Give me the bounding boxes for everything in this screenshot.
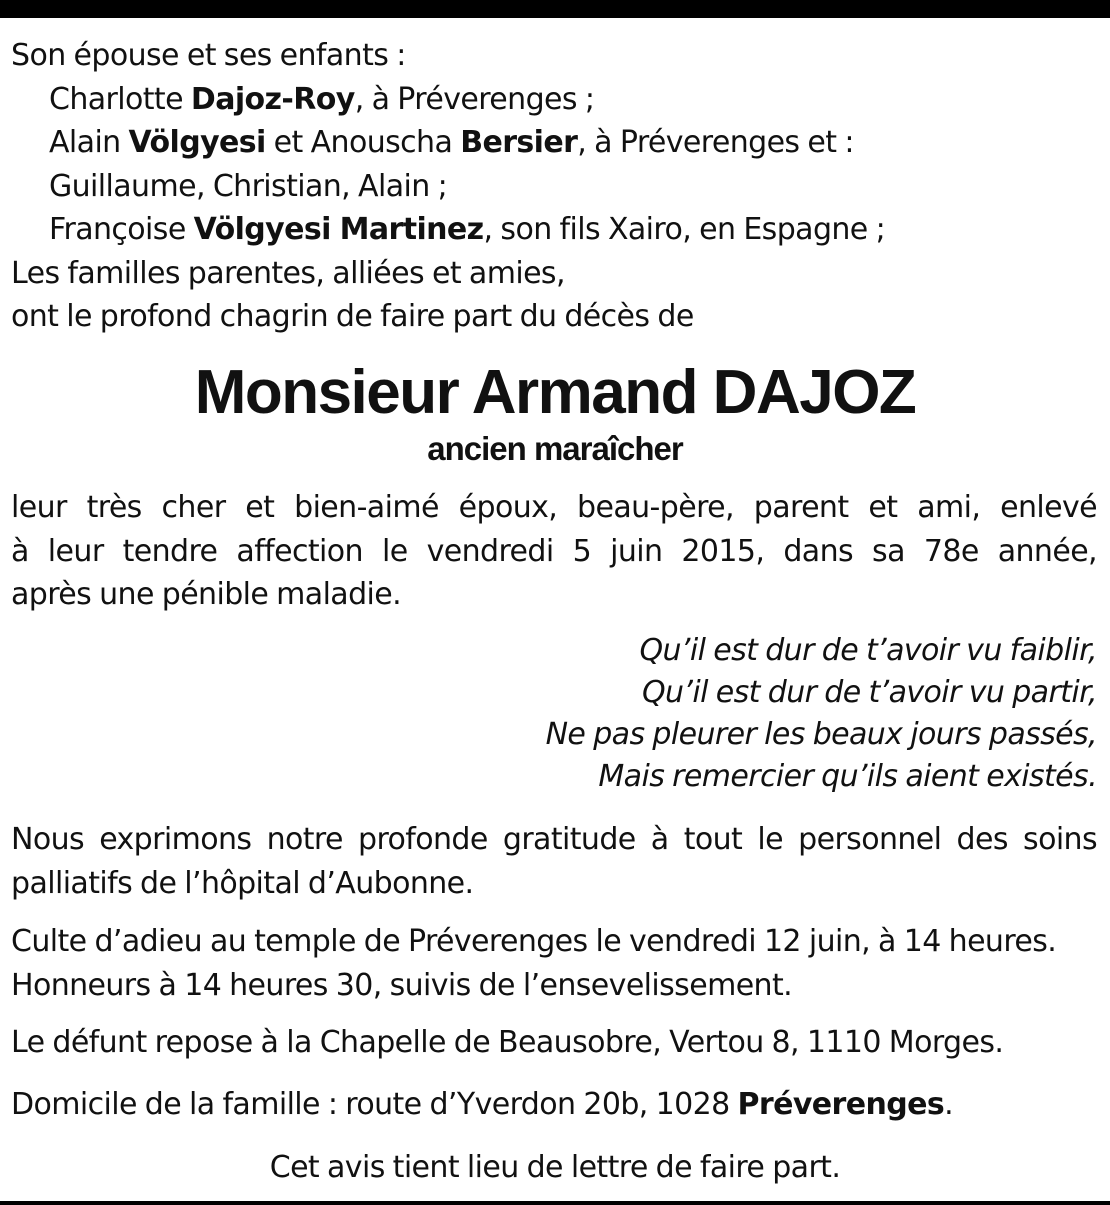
gratitude-line: palliatifs de l’hôpital d’Aubonne.: [11, 865, 474, 901]
domicile-line: [11, 1083, 1097, 1127]
ceremony-line: Culte d’adieu au temple de Préverenges le vendredi 12 juin, à 14 heures.: [11, 924, 1057, 959]
domicile-period: .: [944, 1087, 954, 1122]
rest-place-paragraph: [11, 1021, 1097, 1065]
family-member-charlotte: [11, 78, 1097, 122]
bottom-border-rule: [0, 1201, 1110, 1205]
deceased-occupation: ancien maraîcher: [427, 430, 683, 467]
surname: Völgyesi: [128, 125, 266, 160]
deceased-name: Monsieur Armand DAJOZ: [194, 358, 916, 427]
family-member-alain: [11, 121, 1097, 165]
partner-surname: Bersier: [460, 125, 578, 160]
grandchildren: Guillaume, Christian, Alain ;: [49, 168, 448, 204]
description-line: après une pénible maladie.: [11, 577, 402, 612]
domicile-address: Domicile de la famille : route d’Yverdon 20b, 1028: [11, 1087, 738, 1122]
partner-name: et Anouscha: [265, 125, 461, 160]
intro-heading: Son épouse et ses enfants :: [11, 38, 406, 73]
closing-note: Cet avis tient lieu de lettre de faire part.: [269, 1150, 841, 1185]
location: , à Préverenges ;: [354, 81, 595, 117]
domicile-town: Préverenges: [737, 1087, 945, 1122]
surname: Völgyesi Martinez: [193, 212, 484, 247]
poem-line: Mais remercier qu’ils aient existés.: [598, 759, 1097, 794]
announcement-line: ont le profond chagrin de faire part du décès de: [11, 299, 694, 334]
poem-line: Qu’il est dur de t’avoir vu faiblir,: [639, 633, 1097, 668]
first-name: Alain: [49, 125, 129, 160]
poem-line: Ne pas pleurer les beaux jours passés,: [545, 717, 1097, 752]
family-intro: [11, 34, 1097, 339]
location: , son fils Xairo, en Espagne ;: [483, 212, 886, 247]
description-paragraph: [11, 486, 1097, 617]
family-member-francoise: [11, 208, 1097, 252]
location: , à Préverenges et :: [577, 125, 854, 160]
ceremony-line: Honneurs à 14 heures 30, suivis de l’ensevelissement.: [11, 967, 793, 1003]
description-line: à leur tendre affection le vendredi 5 juin 2015, dans sa 78e année,: [11, 533, 1097, 569]
families-line: Les familles parentes, alliées et amies,: [11, 255, 565, 291]
poem-line: Qu’il est dur de t’avoir vu partir,: [642, 675, 1097, 710]
description-line: leur très cher et bien-aimé époux, beau-père, parent et ami, enlevé: [11, 490, 1097, 525]
gratitude-line: Nous exprimons notre profonde gratitude à tout le personnel des soins: [11, 822, 1097, 857]
first-name: Françoise: [49, 212, 194, 247]
surname: Dajoz-Roy: [190, 81, 355, 117]
domicile-paragraph: [11, 1083, 1097, 1127]
top-border-rule: [0, 0, 1110, 18]
poem: [546, 630, 1097, 798]
gratitude-paragraph: [11, 818, 1097, 905]
first-name: Charlotte: [49, 81, 191, 117]
rest-place-line: Le défunt repose à la Chapelle de Beausobre, Vertou 8, 1110 Morges.: [11, 1025, 1004, 1060]
ceremony-paragraph: [11, 920, 1097, 1007]
